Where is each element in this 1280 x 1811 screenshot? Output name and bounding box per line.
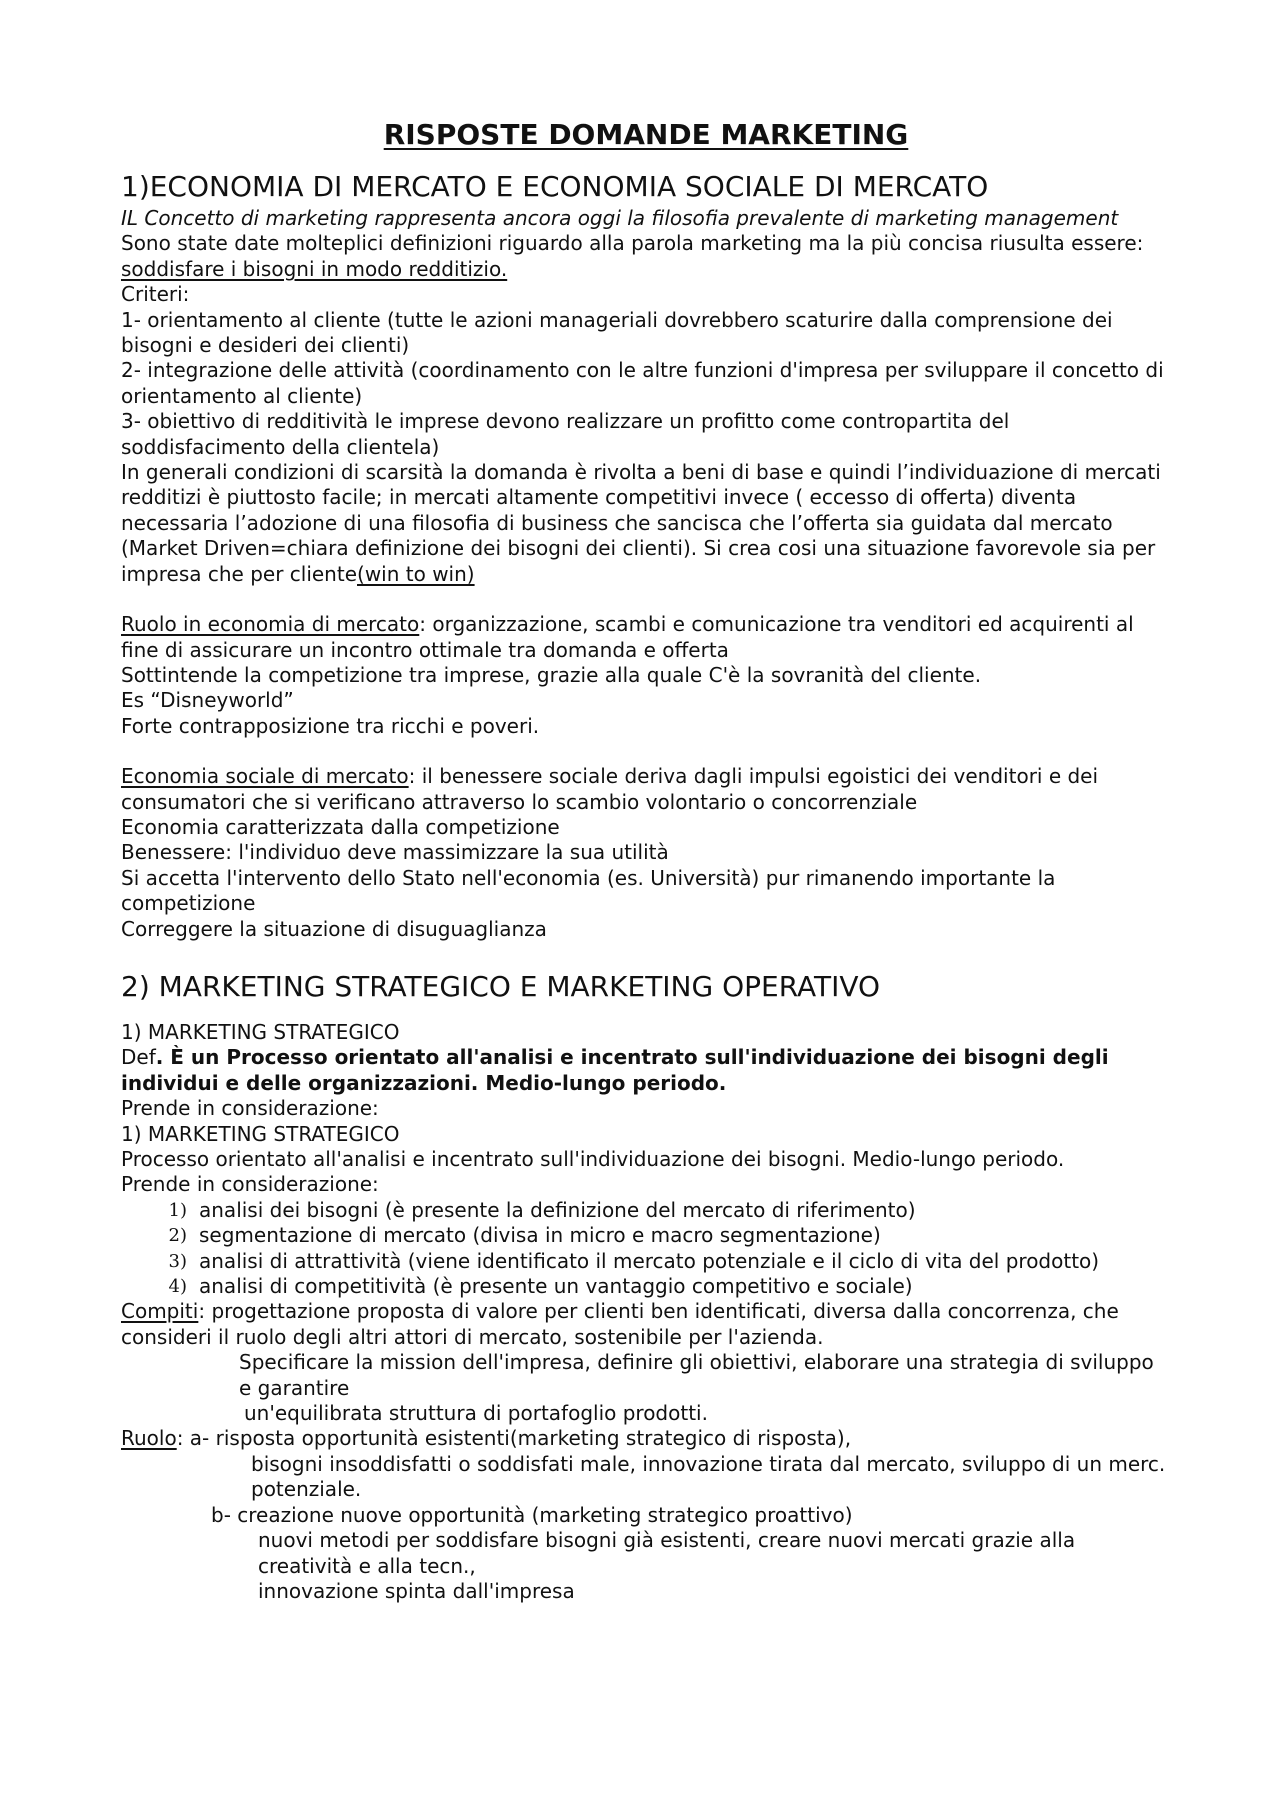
compiti-line-2: Specificare la mission dell'impresa, definire gli obiettivi, elaborare una strategia di sviluppo e garantire (239, 1350, 1154, 1400)
ruolo-strategico-paragraph (121, 1426, 1171, 1451)
ruolo-a-text: : a- risposta opportunità esistenti(marketing strategico di risposta), (176, 1426, 852, 1451)
criterio-3: 3- obiettivo di redditività le imprese devono realizzare un profitto come contropartita del soddisfacimento della clientela) (121, 409, 1010, 459)
ruolo-b-line-3: innovazione spinta dall'impresa (258, 1578, 575, 1603)
list-number: 1) (168, 1199, 187, 1221)
marketing-strategico-subheading-2: 1) MARKETING STRATEGICO (121, 1121, 400, 1146)
ruolo-strategico-label: Ruolo (121, 1426, 177, 1451)
analisi-list (121, 1198, 1171, 1300)
document-title: RISPOSTE DOMANDE MARKETING (383, 118, 909, 151)
prende-considerazione-2: Prende in considerazione: (121, 1172, 379, 1197)
section2-heading: 2) MARKETING STRATEGICO E MARKETING OPERATIVO (121, 969, 881, 1003)
sociale-line-1: Economia caratterizzata dalla competizione (121, 814, 560, 839)
ruolo-line-2: Es “Disneyworld” (121, 688, 294, 713)
def-bold-text: . È un Processo orientato all'analisi e incentrato sull'individuazione dei bisogni degli individui e delle organizzazioni. Medio-lungo periodo. (121, 1045, 1109, 1095)
ruolo-a-line-2: bisogni insoddisfatti o soddisfati male, innovazione tirata dal mercato, sviluppo di un merc. potenziale. (251, 1451, 1166, 1502)
list-text: analisi di competitività (è presente un vantaggio competitivo e sociale) (199, 1274, 913, 1299)
definition-paragraph (121, 1045, 1171, 1096)
list-item (121, 1223, 1171, 1248)
list-item (121, 1198, 1171, 1223)
intro-italic: IL Concetto di marketing rappresenta ancora oggi la filosofia prevalente di marketing management (121, 206, 1119, 230)
ruolo-b-text: b- creazione nuove opportunità (marketing strategico proattivo) (211, 1502, 853, 1527)
sociale-line-2: Benessere: l'individuo deve massimizzare la sua utilità (121, 840, 669, 865)
list-number: 4) (168, 1276, 187, 1298)
compiti-paragraph (121, 1299, 1171, 1350)
sociale-line-3: Si accetta l'intervento dello Stato nell'economia (es. Università) pur rimanendo importante la competizione (121, 865, 1056, 916)
list-text: analisi di attrattività (viene identificato il mercato potenziale e il ciclo di vita del prodotto) (199, 1248, 1100, 1273)
def-prefix: Def (121, 1045, 156, 1070)
win-to-win: (win to win) (357, 561, 475, 586)
ruolo-mercato-label: Ruolo in economia di mercato (121, 612, 420, 637)
list-item (121, 1249, 1171, 1274)
compiti-label: Compiti (121, 1299, 199, 1324)
ruolo-b-line-2: nuovi metodi per soddisfare bisogni già esistenti, creare nuovi mercati grazie alla creatività e alla tecn., (258, 1528, 1076, 1578)
processo-text: Processo orientato all'analisi e incentrato sull'individuazione dei bisogni. Medio-lungo periodo. (121, 1147, 1065, 1171)
criterio-2: 2- integrazione delle attività (coordinamento con le altre funzioni d'impresa per sviluppare il concetto di orientamento al cliente) (121, 358, 1164, 408)
definitions-text: Sono state date molteplici definizioni riguardo alla parola marketing ma la più concisa riusulta essere: (121, 231, 1144, 256)
scarsita-paragraph (121, 460, 1171, 587)
document-page (121, 118, 1171, 1604)
compiti-text: : progettazione proposta di valore per clienti ben identificati, diversa dalla concorrenza, che consideri il ruolo degli altri attori di mercato, sostenibile per l'azienda. (121, 1299, 1119, 1349)
criterio-1: 1- orientamento al cliente (tutte le azioni manageriali dovrebbero scaturire dalla comprensione dei bisogni e desideri dei clienti) (121, 307, 1113, 358)
list-number: 3) (168, 1250, 187, 1272)
ruolo-mercato-text: : organizzazione, scambi e comunicazione tra venditori ed acquirenti al fine di assicurare un incontro ottimale tra domanda e offerta (121, 612, 1134, 662)
definition-underlined: soddisfare i bisogni in modo redditizio. (121, 256, 508, 281)
list-text: analisi dei bisogni (è presente la definizione del mercato di riferimento) (199, 1197, 916, 1222)
list-number: 2) (168, 1225, 187, 1247)
compiti-line-3: un'equilibrata struttura di portafoglio prodotti. (244, 1401, 708, 1426)
ruolo-line-3: Forte contrapposizione tra ricchi e poveri. (121, 713, 540, 738)
ruolo-line-1: Sottintende la competizione tra imprese, grazie alla quale C'è la sovranità del cliente. (121, 662, 982, 687)
sociale-line-4: Correggere la situazione di disuguaglianza (121, 916, 547, 941)
ruolo-mercato-paragraph (121, 612, 1171, 663)
section1-heading: 1)ECONOMIA DI MERCATO E ECONOMIA SOCIALE DI MERCATO (121, 170, 989, 203)
list-item (121, 1274, 1171, 1299)
criteri-label: Criteri: (121, 282, 190, 307)
economia-sociale-text: : il benessere sociale deriva dagli impulsi egoistici dei venditori e dei consumatori che si verificano attraverso lo scambio volontario o concorrenziale (121, 764, 1099, 814)
list-text: segmentazione di mercato (divisa in micro e macro segmentazione) (199, 1223, 881, 1248)
economia-sociale-label: Economia sociale di mercato (121, 764, 409, 789)
marketing-strategico-subheading: 1) MARKETING STRATEGICO (121, 1019, 400, 1044)
economia-sociale-paragraph (121, 764, 1171, 815)
prende-considerazione-1: Prende in considerazione: (121, 1096, 379, 1121)
scarsita-paragraph-text: In generali condizioni di scarsità la domanda è rivolta a beni di base e quindi l’individuazione di mercati redditizi è piuttosto facile; in mercati altamente competitivi invece ( eccesso di offerta) diventa necessaria l’adozione di una filosofia di business che sancisca che l’offerta sia guidata dal mercato (Market Driven=chiara definizione dei bisogni dei clienti). Si crea cosi una situazione favorevole sia per impresa che per cliente (121, 460, 1161, 586)
